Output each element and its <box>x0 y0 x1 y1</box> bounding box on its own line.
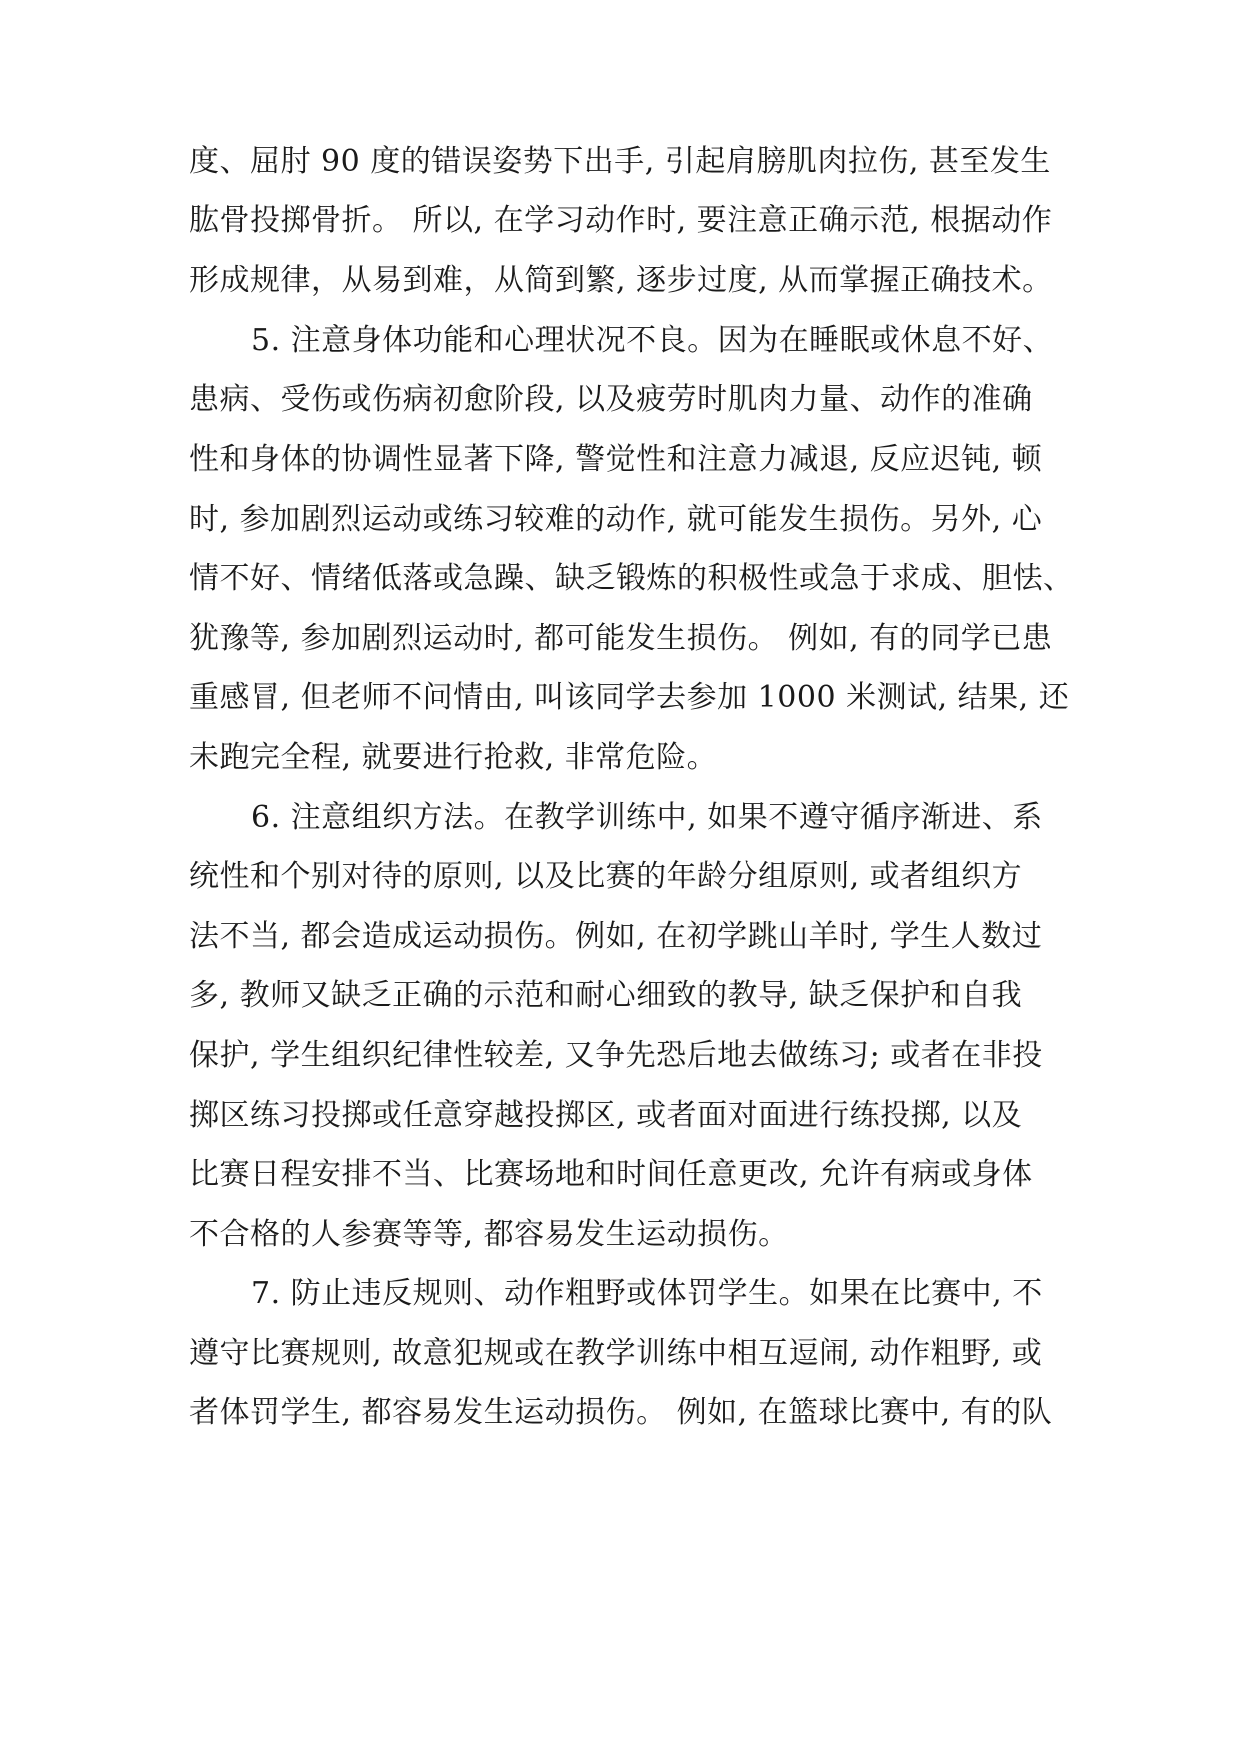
text-line: 时, 参加剧烈运动或练习较难的动作, 就可能发生损伤。另外, 心 <box>189 502 1043 537</box>
text-line: 遵守比赛规则, 故意犯规或在教学训练中相互逗闹, 动作粗野, 或 <box>189 1336 1043 1371</box>
text-line: 未跑完全程, 就要进行抢救, 非常危险。 <box>189 740 718 775</box>
text-line: 保护, 学生组织纪律性较差, 又争先恐后地去做练习; 或者在非投 <box>189 1038 1043 1073</box>
text-line: 肱骨投掷骨折。 所以, 在学习动作时, 要注意正确示范, 根据动作 <box>189 203 1053 238</box>
text-line: 不合格的人参赛等等, 都容易发生运动损伤。 <box>189 1217 789 1252</box>
paragraph-7-heading-line: 7. 防止违反规则、动作粗野或体罚学生。如果在比赛中, 不 <box>251 1276 1043 1311</box>
text-line: 多, 教师又缺乏正确的示范和耐心细致的教导, 缺乏保护和自我 <box>189 978 1023 1013</box>
text-line: 统性和个别对待的原则, 以及比赛的年龄分组原则, 或者组织方 <box>189 859 1023 894</box>
text-line: 犹豫等, 参加剧烈运动时, 都可能发生损伤。 例如, 有的同学已患 <box>189 621 1053 656</box>
text-line: 法不当, 都会造成运动损伤。例如, 在初学跳山羊时, 学生人数过 <box>189 919 1043 954</box>
text-line: 情不好、情绪低落或急躁、缺乏锻炼的积极性或急于求成、胆怯、 <box>189 561 1074 596</box>
text-line: 比赛日程安排不当、比赛场地和时间任意更改, 允许有病或身体 <box>189 1157 1033 1192</box>
text-line: 形成规律，从易到难，从简到繁, 逐步过度, 从而掌握正确技术。 <box>189 263 1053 298</box>
paragraph-5-heading-line: 5. 注意身体功能和心理状况不良。因为在睡眠或休息不好、 <box>251 323 1054 358</box>
paragraph-6-heading-line: 6. 注意组织方法。在教学训练中, 如果不遵守循序渐进、系 <box>251 800 1043 835</box>
text-line: 患病、受伤或伤病初愈阶段, 以及疲劳时肌肉力量、动作的准确 <box>189 382 1033 417</box>
text-line: 性和身体的协调性显著下降, 警觉性和注意力减退, 反应迟钝, 顿 <box>189 442 1043 477</box>
text-line: 者体罚学生, 都容易发生运动损伤。 例如, 在篮球比赛中, 有的队 <box>189 1395 1053 1430</box>
text-line: 重感冒, 但老师不问情由, 叫该同学去参加 1000 米测试, 结果, 还 <box>189 680 1070 715</box>
text-line: 掷区练习投掷或任意穿越投掷区, 或者面对面进行练投掷, 以及 <box>189 1098 1023 1133</box>
text-line: 度、屈肘 90 度的错误姿势下出手, 引起肩膀肌肉拉伤, 甚至发生 <box>189 144 1051 179</box>
